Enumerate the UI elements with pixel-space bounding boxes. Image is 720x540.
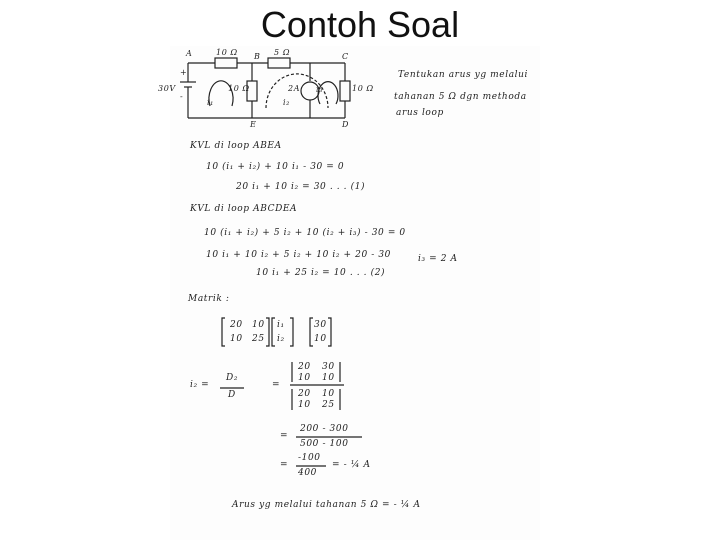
- matrix-a12: 10: [252, 320, 265, 330]
- problem-line-3: arus loop: [396, 108, 444, 118]
- d-denominator: D: [228, 390, 236, 400]
- source-plus: +: [180, 68, 188, 77]
- matrix-b1: 30: [314, 320, 327, 330]
- resistor-be-label: 10 Ω: [228, 84, 250, 93]
- den-det-22: 25: [322, 400, 335, 410]
- den-det-11: 20: [298, 389, 311, 399]
- fraction2-denominator: 500 - 100: [300, 439, 349, 449]
- resistor-bc: [268, 58, 290, 68]
- kvl2-heading: KVL di loop ABCDEA: [190, 204, 298, 214]
- fraction2-numerator: 200 - 300: [300, 424, 349, 434]
- kvl1-heading: KVL di loop ABEA: [190, 141, 282, 151]
- matrix-a21: 10: [230, 334, 243, 344]
- num-det-11: 20: [298, 362, 311, 372]
- matrix-b2: 10: [314, 334, 327, 344]
- d2-numerator: D₂: [226, 373, 239, 383]
- page-title: Contoh Soal: [260, 4, 460, 45]
- equals-sign-2: =: [280, 431, 289, 441]
- node-b-label: B: [254, 52, 261, 61]
- den-det-21: 10: [298, 400, 311, 410]
- matrix-a11: 20: [230, 320, 243, 330]
- current-source-label: 2A: [288, 84, 301, 93]
- num-det-22: 10: [322, 373, 335, 383]
- kvl2-equation-2: 10 i₁ + 10 i₂ + 5 i₂ + 10 i₂ + 20 - 30: [206, 250, 391, 260]
- matrix-x2: i₂: [277, 334, 285, 344]
- matrix-x1: i₁: [277, 320, 285, 330]
- kvl2-equation-1: 10 (i₁ + i₂) + 5 i₂ + 10 (i₂ + i₃) - 30 = 0: [204, 228, 406, 238]
- i2-label: i₂: [283, 98, 290, 107]
- kvl1-equation-2: 20 i₁ + 10 i₂ = 30 . . . (1): [236, 182, 366, 192]
- resistor-bc-label: 5 Ω: [274, 48, 291, 57]
- fraction3-denominator: 400: [298, 468, 317, 478]
- resistor-ab: [215, 58, 237, 68]
- node-c-label: C: [342, 52, 349, 61]
- i1-label: i₁: [207, 98, 214, 107]
- node-e-label: E: [250, 120, 257, 129]
- resistor-cd-label: 10 Ω: [352, 84, 374, 93]
- problem-line-2: tahanan 5 Ω dgn methoda: [394, 92, 527, 102]
- fraction3-numerator: -100: [298, 453, 321, 463]
- source-minus: -: [180, 92, 184, 101]
- kvl2-equation-3: 10 i₁ + 25 i₂ = 10 . . . (2): [256, 268, 386, 278]
- kvl1-equation-1: 10 (i₁ + i₂) + 10 i₁ - 30 = 0: [206, 162, 345, 172]
- num-det-12: 30: [322, 362, 335, 372]
- handwritten-scan: [158, 46, 540, 540]
- matrix-heading: Matrik :: [188, 294, 230, 304]
- problem-line-1: Tentukan arus yg melalui: [398, 70, 529, 80]
- result-value: = - ¼ A: [332, 460, 371, 470]
- i3-label: i₃: [316, 85, 323, 94]
- matrix-a22: 25: [252, 334, 265, 344]
- i2-lhs: i₂ =: [190, 380, 210, 390]
- den-det-12: 10: [322, 389, 335, 399]
- node-d-label: D: [342, 120, 350, 129]
- voltage-source-label: 30V: [158, 84, 176, 93]
- equals-sign-1: =: [272, 380, 281, 390]
- num-det-21: 10: [298, 373, 311, 383]
- resistor-cd: [340, 81, 350, 101]
- conclusion-line: Arus yg melalui tahanan 5 Ω = - ¼ A: [232, 500, 421, 510]
- i3-value: i₃ = 2 A: [418, 254, 458, 264]
- resistor-ab-label: 10 Ω: [216, 48, 238, 57]
- equals-sign-3: =: [280, 460, 289, 470]
- node-a-label: A: [186, 49, 193, 58]
